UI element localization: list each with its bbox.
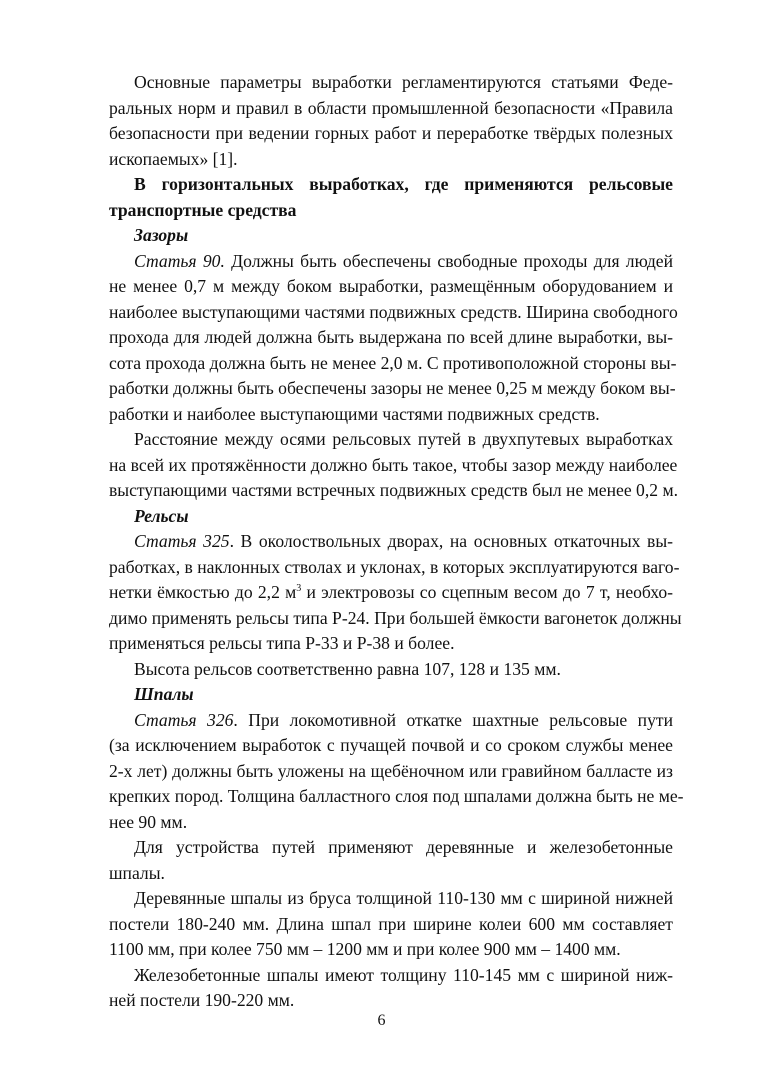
- text-line: [109, 172, 673, 198]
- text-segment: на всей их протяжённости должно быть такое, чтобы зазор между наиболее: [109, 454, 678, 475]
- text-line: [109, 784, 684, 810]
- superscript: 3: [296, 583, 302, 594]
- text-line: [109, 223, 673, 249]
- paragraph: [109, 70, 673, 172]
- text-segment: сота прохода должна быть не менее 2,0 м. С противоположной стороны вы-: [109, 352, 677, 373]
- text-segment: димо применять рельсы типа Р-24. При большей ёмкости вагонеток должны: [109, 607, 682, 628]
- text-segment: 2-х лет) должны быть уложены на щебёночном или гравийном балласте из: [109, 760, 673, 781]
- text-segment: работки должны быть обеспечены зазоры не менее 0,25 м между боком вы-: [109, 378, 676, 398]
- text-line: [109, 759, 673, 785]
- text-line: [109, 325, 673, 351]
- text-segment: Для устройства путей применяют деревянные и железобетонные: [134, 837, 673, 857]
- article-label: Статья 325: [134, 531, 230, 551]
- article-label: Статья 90.: [134, 250, 225, 271]
- text-line: [109, 963, 673, 989]
- text-line: [109, 147, 673, 173]
- section-subheading: [109, 223, 673, 249]
- text-segment: 1100 мм, при колее 750 мм – 1200 мм и при колее 900 мм – 1400 мм.: [109, 939, 621, 959]
- text-segment: Высота рельсов соответственно равна 107, 128 и 135 мм.: [134, 658, 561, 679]
- text-segment: безопасности при ведении горных работ и переработке твёрдых полезных: [109, 123, 673, 143]
- text-line: [109, 631, 673, 657]
- text-line: [109, 733, 673, 759]
- text-segment: прохода для людей должна быть выдержана по всей длине выработки, вы-: [109, 327, 673, 347]
- text-segment: ней постели 190-220 мм.: [109, 990, 295, 1010]
- paragraph: [109, 427, 678, 504]
- text-line: [109, 708, 673, 734]
- text-line: [109, 427, 673, 453]
- article-label: Статья 326: [134, 709, 234, 730]
- text-segment: ископаемых» [1].: [109, 148, 238, 169]
- text-segment: Шпалы: [134, 684, 194, 704]
- section-subheading: [109, 682, 673, 708]
- text-line: [109, 886, 673, 912]
- text-line: [109, 376, 676, 402]
- text-segment: транспортные средства: [109, 199, 297, 220]
- text-line: [109, 529, 673, 555]
- text-segment: крепких пород. Толщина балластного слоя под шпалами должна быть не ме-: [109, 786, 684, 806]
- text-line: [109, 249, 673, 275]
- text-segment: применяться рельсы типа Р-33 и Р-38 и более.: [109, 633, 455, 653]
- text-line: [109, 96, 673, 122]
- section-subheading: [109, 504, 673, 530]
- text-line: [109, 453, 678, 479]
- text-segment: шпалы.: [109, 862, 165, 883]
- paragraph: [109, 529, 682, 657]
- text-segment: Железобетонные шпалы имеют толщину 110-145 мм с шириной ниж-: [134, 964, 673, 985]
- text-line: [109, 937, 673, 963]
- text-line: [109, 606, 682, 632]
- text-segment: Расстояние между осями рельсовых путей в двухпутевых выработках: [134, 429, 673, 449]
- text-line: [109, 555, 680, 581]
- paragraph: [109, 708, 684, 836]
- text-segment: Основные параметры выработки регламентируются статьями Феде-: [134, 72, 673, 92]
- text-line: [109, 504, 673, 530]
- text-segment: выступающими частями встречных подвижных средств был не менее 0,2 м.: [109, 480, 678, 500]
- text-segment: Должны быть обеспечены свободные проходы для людей: [224, 250, 673, 271]
- text-line: [109, 198, 673, 224]
- paragraph: [109, 249, 678, 428]
- text-line: [109, 657, 673, 683]
- text-line: [109, 988, 673, 1014]
- text-segment: работки и наиболее выступающими частями подвижных средств.: [109, 403, 600, 424]
- text-segment: Рельсы: [134, 505, 189, 526]
- text-line: [109, 478, 678, 504]
- text-segment: Деревянные шпалы из бруса толщиной 110-130 мм с шириной нижней: [134, 888, 673, 908]
- page-body: [109, 70, 684, 1014]
- text-segment: нее 90 мм.: [109, 811, 188, 832]
- text-segment: . В околоствольных дворах, на основных откаточных вы-: [229, 531, 674, 551]
- text-segment: наиболее выступающими частями подвижных средств. Ширина свободного: [109, 301, 678, 322]
- paragraph: [109, 886, 673, 963]
- text-line: [109, 835, 673, 861]
- text-line: [109, 912, 673, 938]
- text-segment: . При локомотивной откатке шахтные рельсовые пути: [233, 709, 673, 730]
- text-segment: работках, в наклонных стволах и уклонах, в которых эксплуатируются ваго-: [109, 556, 680, 577]
- text-line: [109, 402, 673, 428]
- paragraph: [109, 835, 673, 886]
- text-line: [109, 121, 673, 147]
- text-segment: ральных норм и правил в области промышленной безопасности «Правила: [109, 97, 673, 118]
- text-segment: не менее 0,7 м между боком выработки, размещённым оборудованием и: [109, 276, 673, 296]
- paragraph: [109, 657, 673, 683]
- text-segment: В горизонтальных выработках, где применяются рельсовые: [134, 174, 673, 194]
- text-segment: (за исключением выработок с пучащей почвой и со сроком службы менее: [109, 735, 673, 755]
- text-segment: нетки ёмкостью до 2,2 м: [109, 582, 297, 602]
- text-line: [109, 70, 673, 96]
- text-segment: и электровозы со сцепным весом до 7 т, необхо-: [301, 582, 673, 602]
- page-number: 6: [377, 1012, 386, 1029]
- text-line: [109, 682, 673, 708]
- text-line: [109, 274, 673, 300]
- text-segment: постели 180-240 мм. Длина шпал при ширине колеи 600 мм составляет: [109, 913, 673, 934]
- text-line: [109, 861, 673, 887]
- text-line: [109, 580, 673, 606]
- text-segment: Зазоры: [134, 225, 189, 245]
- text-line: [109, 351, 677, 377]
- section-heading: [109, 172, 673, 223]
- text-line: [109, 810, 673, 836]
- paragraph: [109, 963, 673, 1014]
- text-line: [109, 300, 678, 326]
